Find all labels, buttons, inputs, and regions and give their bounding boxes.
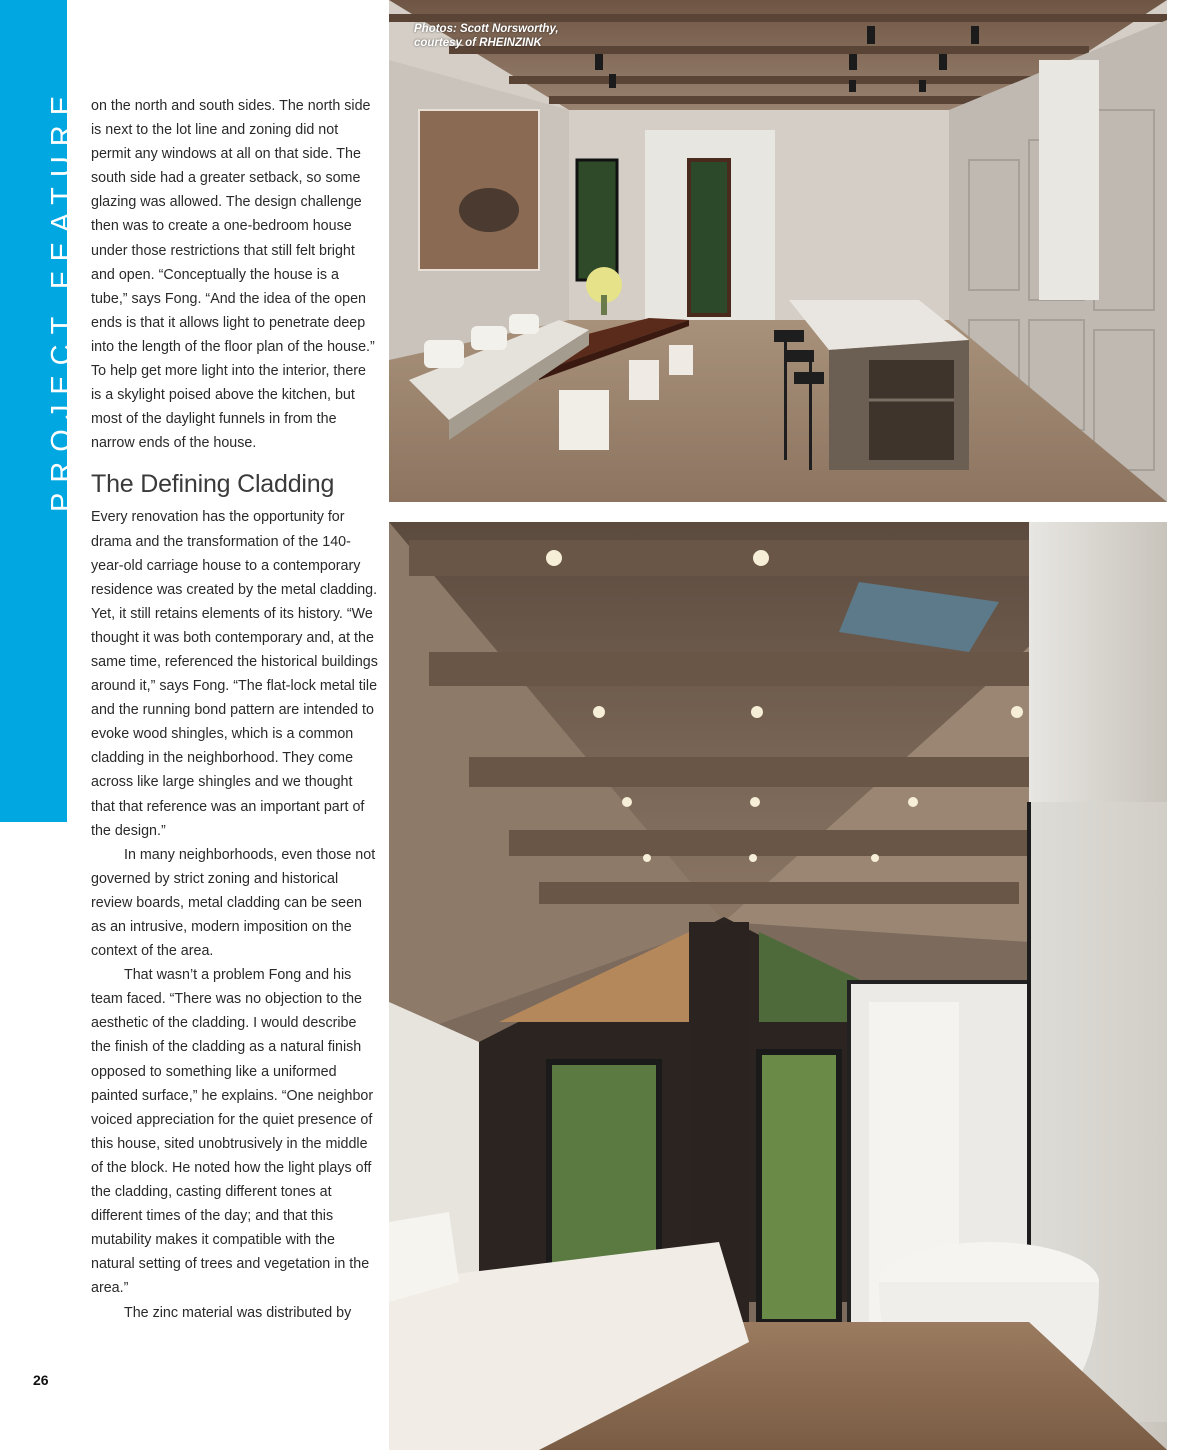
article-text-column: [91, 94, 378, 1325]
paragraph: In many neighborhoods, even those not governed by strict zoning and historical review boards, metal cladding can be seen as an intrusive, modern imposition on the context of the area.: [91, 846, 376, 960]
section-heading: The Defining Cladding: [91, 470, 335, 499]
bedroom-bath-photo: [389, 522, 1167, 1450]
photo-credit-line: Photos: Scott Norsworthy,: [414, 23, 559, 35]
photo-credit-line: courtesy of RHEINZINK: [414, 37, 542, 49]
section-label: PROJECT FEATURE: [46, 85, 78, 512]
kitchen-dining-photo: [389, 0, 1167, 502]
paragraph: on the north and south sides. The north side is next to the lot line and zoning did not permit any windows at all on that side. The south side had a greater setback, so some glazing was allowed. The design challenge then was to create a one-bedroom house under those restrictions that still felt bright and open. “Conceptually the house is a tube,” says Fong. “And the idea of the open ends is that it allows light to penetrate deep into the length of the floor plan of the house.” To help get more light into the interior, there is a skylight poised above the kitchen, but most of the daylight funnels in from the narrow ends of the house.: [91, 98, 375, 452]
photo-credit: [414, 22, 644, 50]
paragraph: The zinc material was distributed by: [124, 1304, 352, 1321]
page-number: 26: [33, 1372, 49, 1388]
paragraph: Every renovation has the opportunity for drama and the transformation of the 140-year-old carriage house to a contemporary residence was created by the metal cladding. Yet, it still retains elements of its history. “We thought it was both contemporary and, at the same time, referenced the historical buildings around it,” says Fong. “The flat-lock metal tile and the running bond pattern are intended to evoke wood shingles, which is a common cladding in the neighborhood. They come across like large shingles and we thought that that reference was an important part of the design.”: [91, 509, 378, 839]
paragraph: That wasn’t a problem Fong and his team faced. “There was no objection to the aesthetic of the cladding. I would describe the finish of the cladding as a natural finish opposed to something like a uniformed painted surface,” he explains. “One neighbor voiced appreciation for the quiet presence of this house, sited unobtrusively in the middle of the block. He noted how the light plays off the cladding, casting different tones at different times of the day; and that this mutability makes it compatible with the natural setting of trees and vegetation in the area.”: [91, 967, 374, 1297]
